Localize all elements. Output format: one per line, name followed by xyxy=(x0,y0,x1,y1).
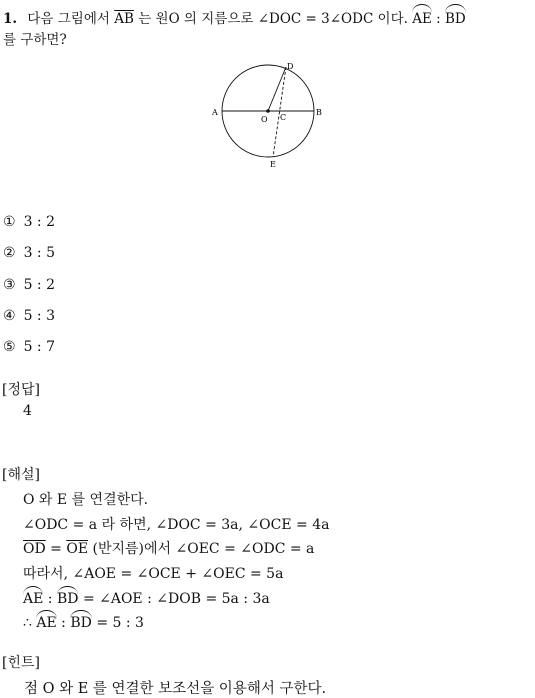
option-text: 3 : 2 xyxy=(23,214,55,230)
label-o: O xyxy=(261,115,268,124)
segment-od xyxy=(268,67,286,111)
arc-ae: AE xyxy=(23,587,43,607)
option-text: 5 : 3 xyxy=(23,308,55,324)
solution-line-6 xyxy=(23,611,144,631)
hint-text: 점 O 와 E 를 연결한 보조선을 이용해서 구한다. xyxy=(24,681,327,697)
line-rest: = 5 : 3 xyxy=(96,615,144,631)
arc-ae: AE xyxy=(36,611,56,631)
colon: : xyxy=(47,591,53,607)
option-3[interactable] xyxy=(3,277,55,293)
answer-value: 4 xyxy=(23,403,32,419)
line-rest: (반지름)에서 ∠OEC = ∠ODC = a xyxy=(92,541,315,557)
segment-de xyxy=(273,67,286,157)
question-text-c: 를 구하면? xyxy=(3,32,67,48)
option-4[interactable] xyxy=(3,308,55,324)
circle-figure xyxy=(206,58,331,176)
option-mark: ② xyxy=(3,245,16,261)
option-mark: ④ xyxy=(3,308,16,324)
solution-label: [해설] xyxy=(2,467,40,483)
option-text: 5 : 7 xyxy=(23,339,55,355)
option-text: 5 : 2 xyxy=(23,277,55,293)
option-mark: ① xyxy=(3,214,16,230)
arc-bd: BD xyxy=(445,5,466,30)
label-b: B xyxy=(316,108,322,117)
arc-ae: AE xyxy=(412,5,432,30)
solution-line-1: O 와 E 를 연결한다. xyxy=(23,492,149,508)
colon: : xyxy=(436,11,441,27)
segment-oe: $\overline{OE}$ xyxy=(66,541,89,557)
label-e: E xyxy=(270,160,276,169)
option-5[interactable] xyxy=(3,339,55,355)
option-mark: ⑤ xyxy=(3,339,16,355)
option-2[interactable] xyxy=(3,245,55,261)
solution-line-2: ∠ODC = a 라 하면, ∠DOC = 3a, ∠OCE = 4a xyxy=(23,517,330,533)
segment-od: $\overline{OD}$ xyxy=(23,541,46,557)
question xyxy=(3,5,533,51)
solution-line-5 xyxy=(23,587,270,607)
hint-label: [힌트] xyxy=(2,655,40,671)
solution-line-3 xyxy=(23,538,314,558)
question-text-a: 다음 그림에서 xyxy=(27,11,110,27)
option-mark: ③ xyxy=(3,277,16,293)
option-1[interactable] xyxy=(3,214,55,230)
label-d: D xyxy=(287,62,294,71)
therefore-symbol: ∴ xyxy=(23,615,32,631)
answer-label: [정답] xyxy=(2,382,40,398)
equals: = xyxy=(50,541,62,557)
center-point xyxy=(266,109,270,113)
arc-bd: BD xyxy=(70,611,92,631)
label-a: A xyxy=(212,108,218,117)
question-text-b: 는 원O 의 지름으로 ∠DOC = 3∠ODC 이다. xyxy=(138,11,408,27)
line-rest: = ∠AOE : ∠DOB = 5a : 3a xyxy=(82,591,270,607)
solution-line-4: 따라서, ∠AOE = ∠OCE + ∠OEC = 5a xyxy=(23,566,284,582)
option-text: 3 : 5 xyxy=(23,245,55,261)
question-number: 1. xyxy=(3,11,18,27)
colon: : xyxy=(61,615,66,631)
arc-bd: BD xyxy=(57,587,79,607)
label-c: C xyxy=(280,113,287,122)
segment-ab: $\overline{AB}$ xyxy=(114,11,134,27)
